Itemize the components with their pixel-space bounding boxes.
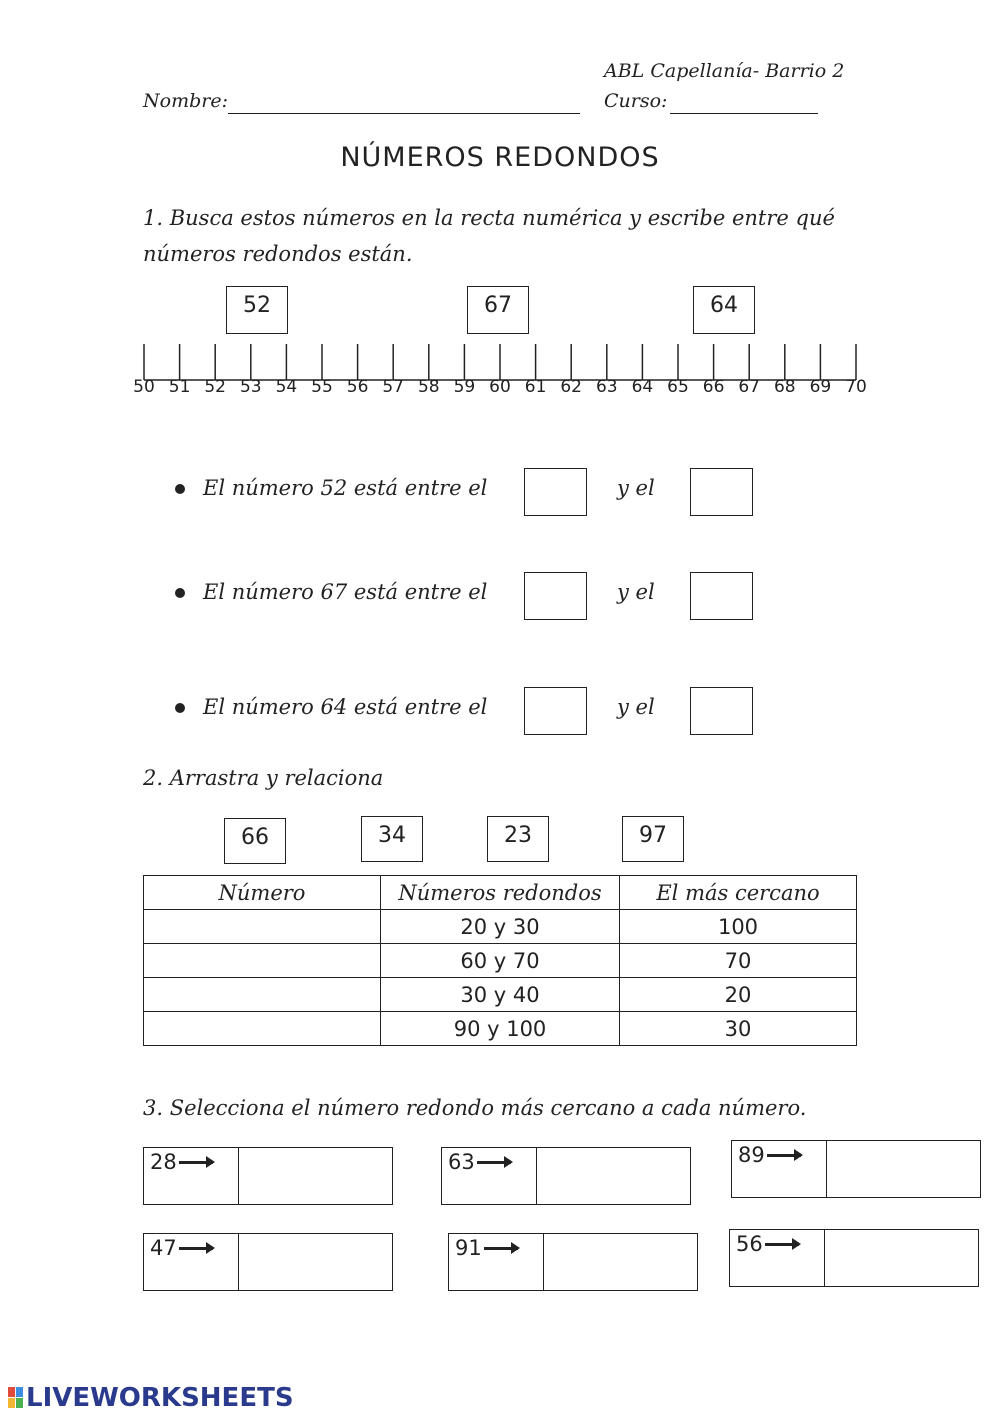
select-number: 28	[150, 1150, 177, 1174]
bullet	[175, 703, 185, 713]
table-row	[144, 978, 857, 1012]
closest-cell: 20	[620, 978, 857, 1012]
table-row	[144, 910, 857, 944]
logo-text: LIVEWORKSHEETS	[26, 1383, 294, 1413]
instruction-1: 1. Busca estos números en la recta numérica y escribe entre qué números redondos están.	[143, 206, 835, 266]
number-line-label: 57	[382, 377, 404, 397]
number-line-label: 63	[595, 377, 618, 397]
name-label: Nombre:	[143, 90, 228, 112]
select-item-63	[441, 1147, 691, 1205]
select-number: 89	[738, 1143, 765, 1167]
number-line	[0, 0, 1000, 420]
and-label: y el	[617, 695, 655, 719]
number-line-label: 52	[204, 377, 226, 397]
and-label: y el	[617, 580, 655, 604]
target-number-52: 52	[226, 286, 288, 334]
select-label	[449, 1234, 544, 1290]
drag-number-97[interactable]: 97	[622, 816, 684, 862]
select-dropdown[interactable]	[825, 1230, 978, 1286]
number-line-label: 68	[773, 377, 796, 397]
number-line-label: 51	[168, 377, 191, 397]
number-line-label: 54	[275, 377, 298, 397]
liveworksheets-logo[interactable]	[8, 1383, 294, 1413]
header-round-numbers: Números redondos	[381, 876, 620, 910]
drop-cell[interactable]	[144, 1012, 381, 1046]
arrow-right-icon	[179, 1161, 213, 1164]
number-line-label: 50	[133, 377, 155, 397]
select-dropdown[interactable]	[239, 1234, 392, 1290]
number-line-label: 62	[560, 377, 582, 397]
select-label	[144, 1148, 239, 1204]
round-pair-cell: 20 y 30	[381, 910, 620, 944]
page-title: NÚMEROS REDONDOS	[340, 142, 660, 173]
drop-cell[interactable]	[144, 910, 381, 944]
drag-number-34[interactable]: 34	[361, 816, 423, 862]
answer-64-high[interactable]	[690, 687, 753, 735]
select-label	[730, 1230, 825, 1286]
closest-cell: 30	[620, 1012, 857, 1046]
select-dropdown[interactable]	[827, 1141, 980, 1197]
number-line-label: 66	[702, 377, 725, 397]
instruction-2: 2. Arrastra y relaciona	[143, 766, 384, 790]
arrow-right-icon	[477, 1161, 511, 1164]
drop-cell[interactable]	[144, 978, 381, 1012]
bullet	[175, 588, 185, 598]
number-line-label: 53	[239, 377, 262, 397]
select-number: 91	[455, 1236, 482, 1260]
round-pair-cell: 30 y 40	[381, 978, 620, 1012]
and-label: y el	[617, 476, 655, 500]
select-label	[144, 1234, 239, 1290]
bullet	[175, 484, 185, 494]
answer-64-low[interactable]	[524, 687, 587, 735]
number-line-label: 58	[417, 377, 440, 397]
drag-number-23[interactable]: 23	[487, 816, 549, 862]
select-number: 56	[736, 1232, 763, 1256]
header-number: Número	[144, 876, 381, 910]
number-line-label: 61	[524, 377, 547, 397]
answer-67-high[interactable]	[690, 572, 753, 620]
select-dropdown[interactable]	[544, 1234, 697, 1290]
select-dropdown[interactable]	[239, 1148, 392, 1204]
select-item-56	[729, 1229, 979, 1287]
table-row	[144, 944, 857, 978]
liveworksheets-logo-icon	[8, 1387, 24, 1409]
number-line-label: 56	[346, 377, 369, 397]
select-item-89	[731, 1140, 981, 1198]
relation-table	[143, 875, 857, 1046]
closest-cell: 70	[620, 944, 857, 978]
instruction-3: 3. Selecciona el número redondo más cercano a cada número.	[143, 1096, 807, 1120]
closest-cell: 100	[620, 910, 857, 944]
table-header-row	[144, 876, 857, 910]
arrow-right-icon	[765, 1243, 799, 1246]
answer-52-low[interactable]	[524, 468, 587, 516]
number-line-label: 64	[631, 377, 654, 397]
sentence-64: El número 64 está entre el	[203, 695, 488, 719]
course-label: Curso:	[604, 90, 668, 112]
arrow-right-icon	[179, 1247, 213, 1250]
header-closest: El más cercano	[620, 876, 857, 910]
round-pair-cell: 60 y 70	[381, 944, 620, 978]
select-item-47	[143, 1233, 393, 1291]
select-dropdown[interactable]	[537, 1148, 690, 1204]
target-number-64: 64	[693, 286, 755, 334]
table-row	[144, 1012, 857, 1046]
select-item-28	[143, 1147, 393, 1205]
number-line-label: 55	[311, 377, 333, 397]
sentence-67: El número 67 está entre el	[203, 580, 488, 604]
drag-number-66[interactable]: 66	[224, 818, 286, 864]
answer-52-high[interactable]	[690, 468, 753, 516]
school-name: ABL Capellanía- Barrio 2	[604, 60, 845, 82]
select-number: 47	[150, 1236, 177, 1260]
round-pair-cell: 90 y 100	[381, 1012, 620, 1046]
answer-67-low[interactable]	[524, 572, 587, 620]
number-line-label: 60	[489, 377, 511, 397]
drop-cell[interactable]	[144, 944, 381, 978]
number-line-label: 67	[738, 377, 760, 397]
number-line-label: 69	[809, 377, 832, 397]
sentence-52: El número 52 está entre el	[203, 476, 488, 500]
target-number-67: 67	[467, 286, 529, 334]
number-line-label: 70	[845, 377, 867, 397]
number-line-label: 59	[453, 377, 476, 397]
number-line-svg	[0, 0, 1000, 420]
select-number: 63	[448, 1150, 475, 1174]
arrow-right-icon	[484, 1247, 518, 1250]
select-item-91	[448, 1233, 698, 1291]
number-line-label: 65	[667, 377, 689, 397]
select-label	[732, 1141, 827, 1197]
select-label	[442, 1148, 537, 1204]
arrow-right-icon	[767, 1154, 801, 1157]
